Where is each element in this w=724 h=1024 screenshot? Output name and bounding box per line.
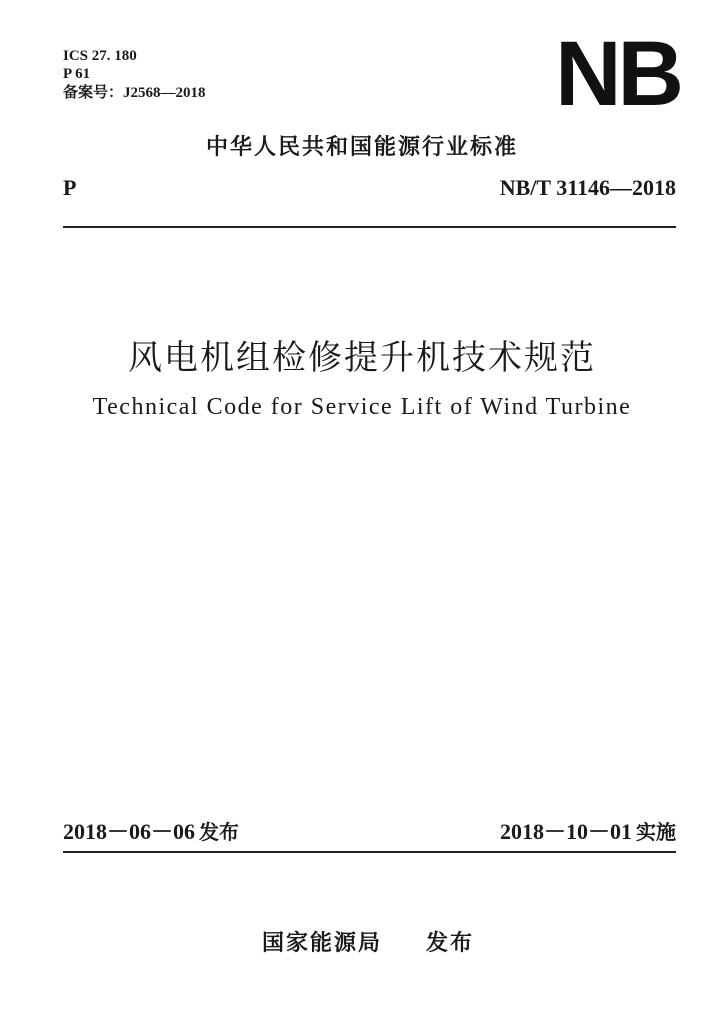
issue-label: 发布 bbox=[199, 820, 240, 844]
standard-number: NB/T 31146—2018 bbox=[499, 175, 676, 200]
issue-date-line bbox=[63, 815, 239, 846]
effective-label: 实施 bbox=[636, 820, 676, 844]
issue-date: 2018－06－06 bbox=[63, 819, 196, 844]
bottom-divider bbox=[63, 851, 676, 853]
filing-number: 备案号：J2568—2018 bbox=[63, 85, 206, 101]
top-divider bbox=[63, 226, 676, 228]
ics-code: ICS 27. 180 bbox=[63, 48, 137, 64]
effective-date-line bbox=[500, 815, 676, 846]
title-chinese: 风电机组检修提升机技术规范 bbox=[128, 338, 596, 378]
publisher-name: 国家能源局 bbox=[262, 931, 383, 956]
standard-category: 中华人民共和国能源行业标准 bbox=[205, 135, 518, 160]
classification-code: P bbox=[63, 175, 77, 200]
classification-line: P 61 bbox=[63, 66, 91, 82]
nb-logo: NB bbox=[555, 23, 680, 125]
title-english: Technical Code for Service Lift of Wind Turbine bbox=[92, 394, 632, 420]
effective-date: 2018－10－01 bbox=[499, 819, 632, 844]
publisher-action: 发布 bbox=[426, 931, 475, 956]
